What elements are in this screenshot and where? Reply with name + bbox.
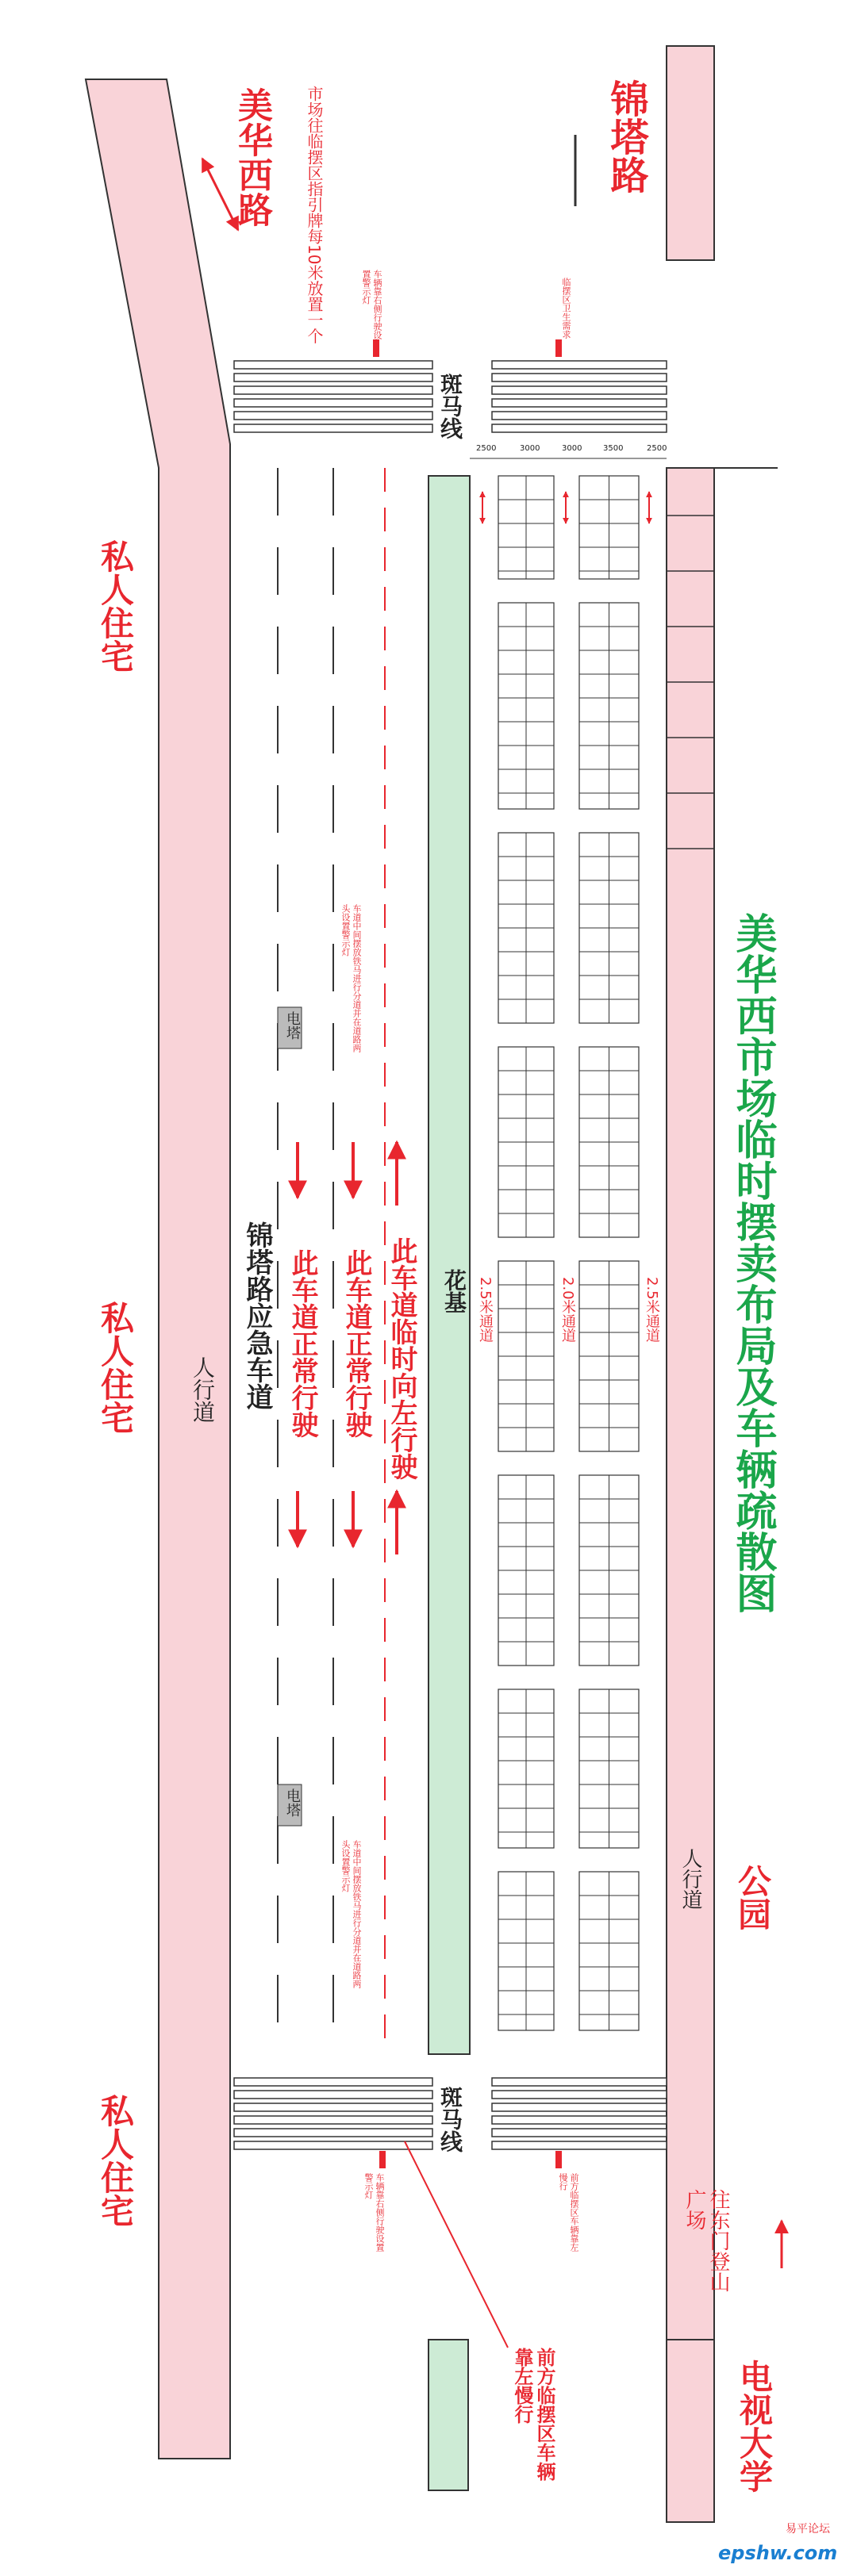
right-sidewalk bbox=[667, 468, 714, 2419]
note-bottom-left: 车辆靠右侧行驶设置警示灯 bbox=[363, 2173, 385, 2252]
residential-1: 私人住宅 bbox=[96, 539, 135, 673]
watermark-sub: 易平论坛 bbox=[786, 2523, 830, 2536]
dimension-2: 3000 bbox=[520, 444, 540, 453]
sidewalk-right-label: 人行道 bbox=[678, 1848, 702, 1910]
dongmen-label: 往东门登山广场 bbox=[682, 2189, 730, 2292]
jinta-emergency-lane: 锦塔路应急车道 bbox=[241, 1221, 273, 1410]
dimension-4: 3500 bbox=[603, 444, 624, 453]
jinta-road-label: 锦塔路 bbox=[604, 79, 648, 194]
tv-university-block bbox=[667, 2340, 714, 2522]
lane-normal-1: 此车道正常行驶 bbox=[340, 1249, 372, 1438]
crosswalk-top-label: 斑马线 bbox=[437, 373, 463, 439]
residential-2: 私人住宅 bbox=[96, 1301, 135, 1434]
tv-university-label: 电视大学 bbox=[735, 2359, 774, 2493]
note-top-right: 临摆区卫生需求 bbox=[561, 278, 571, 339]
park-label: 公园 bbox=[733, 1864, 772, 1930]
passage-1: 2.5米通道 bbox=[477, 1277, 494, 1343]
passage-3: 2.5米通道 bbox=[644, 1277, 660, 1343]
dimension-1: 2500 bbox=[476, 444, 497, 453]
electric-tower-2: 电塔 bbox=[284, 1788, 301, 1817]
jinta-road-top bbox=[667, 46, 714, 260]
bottom-arrow-note: 前方临摆区车辆靠左慢行 bbox=[511, 2348, 555, 2481]
electric-tower-1: 电塔 bbox=[284, 1011, 301, 1040]
lane-normal-2: 此车道正常行驶 bbox=[286, 1249, 318, 1438]
watermark: epshw.com bbox=[718, 2542, 838, 2564]
passage-2: 2.0米通道 bbox=[559, 1277, 576, 1343]
dimension-5: 2500 bbox=[647, 444, 667, 453]
note-mid-lower: 车道中间摆放铁马进行分道并在道路两头设置警示灯 bbox=[340, 1840, 362, 1988]
sidewalk-left-label: 人行道 bbox=[190, 1356, 216, 1423]
crosswalk-bottom-label: 斑马线 bbox=[437, 2086, 463, 2152]
bottom-green-block bbox=[428, 2340, 468, 2490]
residential-3: 私人住宅 bbox=[96, 2094, 135, 2227]
meihua-west-road-label: 美华西路 bbox=[232, 87, 272, 227]
flower-bed-label: 花基 bbox=[441, 1269, 467, 1313]
note-bottom-right: 前方临摆区车辆靠左慢行 bbox=[558, 2173, 579, 2252]
flower-bed bbox=[428, 476, 470, 2054]
dimension-3: 3000 bbox=[562, 444, 582, 453]
note-mid-upper: 车道中间摆放铁马进行分道并在道路两头设置警示灯 bbox=[340, 904, 362, 1052]
lane-left-temp: 此车道临时向左行驶 bbox=[386, 1237, 417, 1480]
note-top-left: 车辆靠右侧行驶设置警示灯 bbox=[361, 270, 382, 339]
sign-note: 市场往临摆区指引牌每10米放置一个 bbox=[305, 86, 324, 344]
stall-grid bbox=[498, 476, 639, 2030]
diagram-title: 美华西市场临时摆卖布局及车辆疏散图 bbox=[728, 912, 776, 1613]
